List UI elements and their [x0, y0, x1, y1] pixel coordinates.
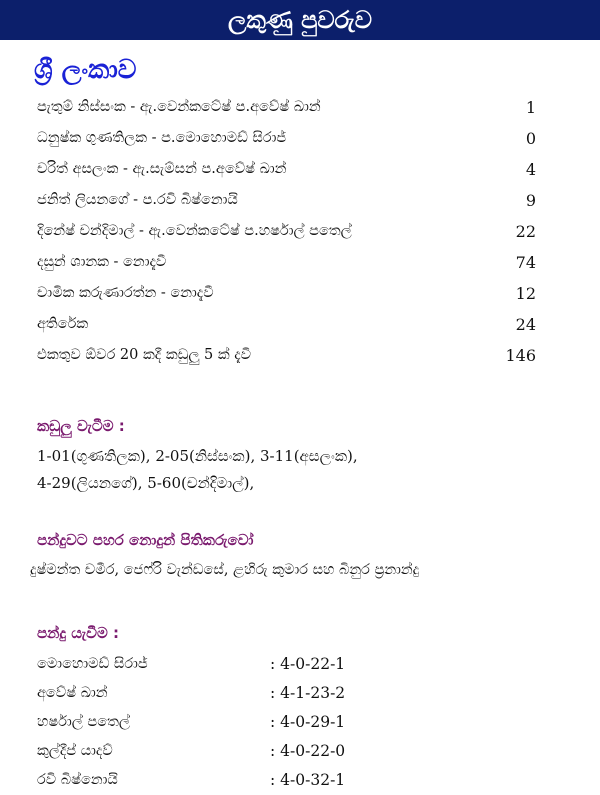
extras-row	[0, 309, 600, 340]
bowling-table	[0, 650, 600, 795]
did-not-bat-list: දුෂ්මන්ත චමීර, ජෙෆ්රි වැන්ඩසේ, ළහිරු කුමාර සහ බිනුර ප්‍රනාන්දු	[30, 562, 420, 578]
batter-name: චරිත් අසලංක - ඇ.සැම්සන් ප.අවේෂ් ඛාන්	[37, 161, 287, 177]
batter-name: දිනේෂ් චන්දිමාල් - ඇ.වෙන්කටේෂ් ප.හර්ෂාල් පතෙල්	[37, 223, 352, 239]
fall-of-wickets-line: 1-01(ගුණතිලක), 2-05(නිස්සංක), 3-11(අසලංක),	[37, 447, 358, 465]
batting-row	[0, 247, 600, 278]
batter-name: දසුන් ශානක - නොදැවී	[37, 254, 167, 270]
batter-name: පැතුම් නිස්සංක - ඇ.වෙන්කටේෂ් ප.අවේෂ් ඛාන්	[37, 99, 321, 115]
batter-runs: 1	[525, 98, 536, 117]
fall-of-wickets-title: කඩුලු වැටීම :	[37, 417, 125, 435]
batter-runs: 4	[525, 160, 536, 179]
total-row	[0, 340, 600, 371]
total-runs: 146	[505, 346, 536, 365]
bowler-name: කුල්දීප් යාදව්	[37, 743, 113, 759]
batter-runs: 0	[525, 129, 536, 148]
scorecard-header	[0, 0, 600, 40]
batting-row	[0, 92, 600, 123]
batting-row	[0, 278, 600, 309]
bowling-row	[0, 766, 600, 795]
bowler-figures: : 4-1-23-2	[270, 684, 346, 702]
batter-name: චාමික කරුණාරත්න - නොදැවී	[37, 285, 214, 301]
total-label: එකතුව ඕවර 20 කදී කඩුලු 5 ක් දැවී	[37, 347, 252, 363]
batter-runs: 22	[515, 222, 536, 241]
bowling-row	[0, 650, 600, 679]
bowling-row	[0, 679, 600, 708]
batting-table	[0, 92, 600, 371]
batter-name: ධනුෂ්ක ගුණතිලක - ප.මොහොමඩ් සිරාජ්	[37, 130, 287, 146]
batting-row	[0, 216, 600, 247]
bowler-name: හර්ෂාල් පතෙල්	[37, 714, 130, 730]
bowler-name: මොහොමඩ් සිරාජ්	[37, 656, 148, 672]
batting-row	[0, 123, 600, 154]
bowler-name: අවේෂ් ඛාන්	[37, 685, 108, 701]
batter-name: ජනිත් ලියනගේ - ප.රවි බිෂ්නොයි	[37, 192, 238, 208]
bowler-figures: : 4-0-22-0	[270, 742, 346, 760]
bowler-name: රවි බිෂ්නොයි	[37, 772, 118, 788]
team-name: ශ්‍රී ලංකාව	[34, 55, 137, 85]
batting-row	[0, 154, 600, 185]
scorecard-title: ලකුණු පුවරුව	[228, 6, 372, 34]
bowler-figures: : 4-0-29-1	[270, 713, 346, 731]
bowling-row	[0, 737, 600, 766]
extras-label: අතිරේක	[37, 316, 89, 332]
bowler-figures: : 4-0-22-1	[270, 655, 346, 673]
did-not-bat-title: පන්දුවට පහර නොදුන් පිතිකරුවෝ	[37, 531, 254, 549]
batting-row	[0, 185, 600, 216]
bowler-figures: : 4-0-32-1	[270, 771, 346, 789]
bowling-row	[0, 708, 600, 737]
batter-runs: 74	[515, 253, 536, 272]
bowling-title: පන්දු යැවීම :	[37, 624, 119, 642]
fall-of-wickets-line: 4-29(ලියනගේ), 5-60(චන්දිමාල්),	[37, 474, 255, 492]
batter-runs: 12	[515, 284, 536, 303]
extras-runs: 24	[515, 315, 536, 334]
batter-runs: 9	[525, 191, 536, 210]
